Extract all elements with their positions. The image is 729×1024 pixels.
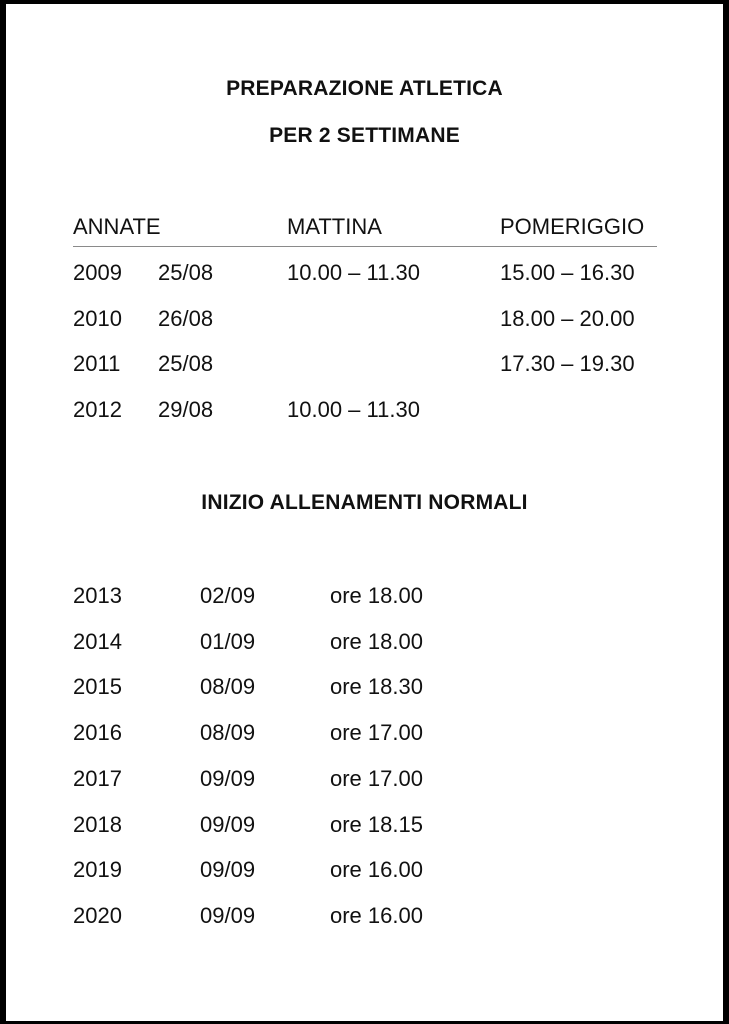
item-year: 2015	[73, 674, 122, 699]
row-year: 2011	[73, 351, 121, 376]
item-year: 2018	[73, 812, 122, 837]
row-afternoon-time: 18.00 – 20.00	[500, 306, 635, 331]
page-title: PREPARAZIONE ATLETICA	[226, 77, 503, 100]
item-date: 08/09	[200, 674, 256, 699]
item-year: 2013	[73, 583, 122, 608]
item-date: 08/09	[200, 720, 256, 745]
column-header-annate: ANNATE	[73, 214, 161, 239]
item-year: 2014	[73, 629, 122, 654]
row-year: 2012	[73, 397, 122, 422]
row-date: 29/08	[158, 397, 214, 422]
item-time: ore 17.00	[330, 720, 423, 745]
row-year: 2010	[73, 306, 122, 331]
row-morning-time: 10.00 – 11.30	[287, 397, 420, 422]
row-afternoon-time: 17.30 – 19.30	[500, 351, 635, 376]
item-time: ore 18.00	[330, 629, 423, 654]
row-morning-time: 10.00 – 11.30	[287, 260, 420, 285]
item-time: ore 18.30	[330, 674, 423, 699]
row-date: 25/08	[158, 260, 214, 285]
item-date: 09/09	[200, 812, 256, 837]
row-date: 25/08	[158, 351, 214, 376]
item-date: 09/09	[200, 766, 256, 791]
item-time: ore 18.00	[330, 583, 423, 608]
page-subtitle: PER 2 SETTIMANE	[269, 124, 460, 147]
item-date: 01/09	[200, 629, 256, 654]
item-time: ore 16.00	[330, 857, 423, 882]
item-date: 09/09	[200, 903, 256, 928]
item-date: 02/09	[200, 583, 256, 608]
item-year: 2017	[73, 766, 122, 791]
item-time: ore 18.15	[330, 812, 423, 837]
item-year: 2016	[73, 720, 122, 745]
item-year: 2020	[73, 903, 122, 928]
item-date: 09/09	[200, 857, 256, 882]
column-header-pomeriggio: POMERIGGIO	[500, 214, 645, 239]
item-time: ore 16.00	[330, 903, 423, 928]
row-year: 2009	[73, 260, 122, 285]
header-divider	[73, 246, 657, 247]
row-date: 26/08	[158, 306, 214, 331]
item-year: 2019	[73, 857, 122, 882]
row-afternoon-time: 15.00 – 16.30	[500, 260, 635, 285]
item-time: ore 17.00	[330, 766, 423, 791]
section-title: INIZIO ALLENAMENTI NORMALI	[201, 491, 528, 514]
column-header-mattina: MATTINA	[287, 214, 382, 239]
